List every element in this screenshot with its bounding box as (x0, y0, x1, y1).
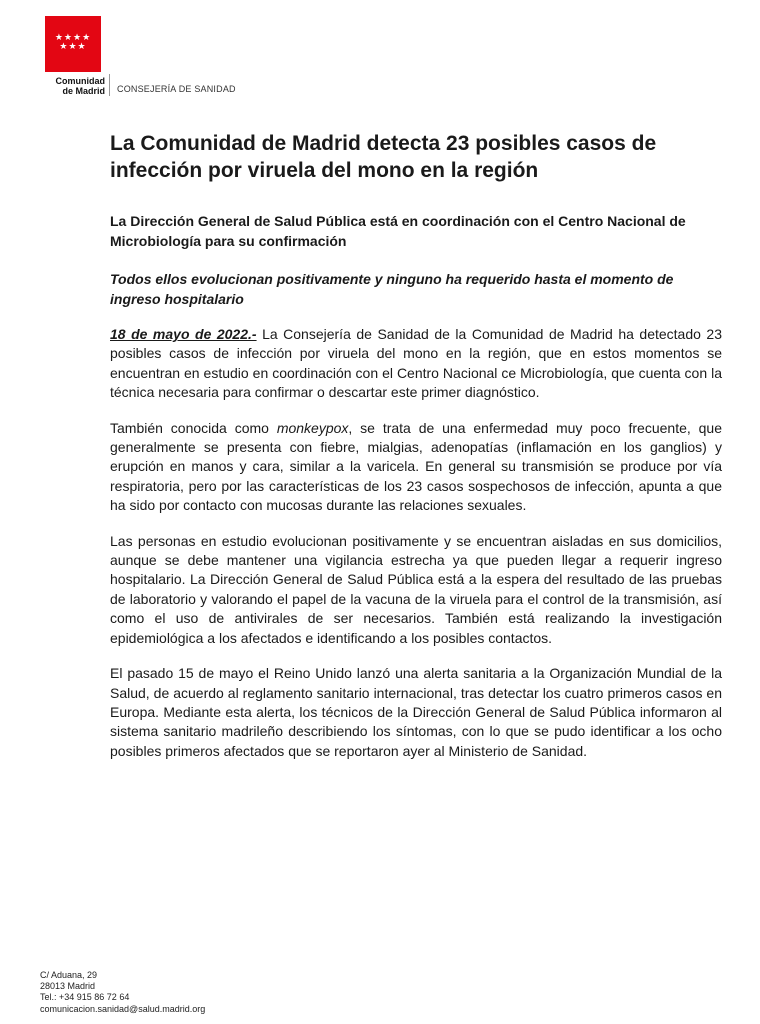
paragraph-1 (110, 325, 722, 403)
logo-wordmark-line-2: de Madrid (62, 86, 105, 96)
footer-city: 28013 Madrid (40, 981, 96, 992)
paragraph-2 (110, 419, 722, 516)
footer-address: C/ Aduana, 29 (40, 970, 98, 980)
subheadline-secondary: Todos ellos evolucionan positivamente y ninguno ha requerido hasta el momento de ingreso hospitalario (110, 271, 674, 307)
paragraph-4: El pasado 15 de mayo el Reino Unido lanzó una alerta sanitaria a la Organización Mundial de la Salud, de acuerdo al reglamento sanitario internacional, tras detectar los cuatro primeros casos en Europa. Mediante esta alerta, los técnicos de la Dirección General de Salud Pública informaron al sistema sanitario madrileño describiendo los síntomas, con lo que se pudo identificar a los ocho posibles primeros afectados que se reportaron ayer al Ministerio de Sanidad. (110, 665, 722, 759)
paragraph-2-text: , se trata de una enfermedad muy poco frecuente, que generalmente se presenta con fiebre, mialgias, adenopatías (inflamación en los ganglios) y erupción en manos y cara, similar a la varicela. En general su transmisión se produce por vía respiratoria, pero por las características de los 23 casos sospechosos de infección, apunta a que ha sido por contacto con mucosas durante las relaciones sexuales. (110, 419, 722, 514)
subheadline: La Dirección General de Salud Pública está en coordinación con el Centro Nacional de Microbiología para su confirmación (110, 213, 686, 249)
logo-wordmark (43, 76, 105, 96)
paragraph-1-text: La Consejería de Sanidad de la Comunidad de Madrid ha detectado 23 posibles casos de infección por viruela del mono en la región, que en estos momentos se encuentran en estudio en coordinación con el Centro Nacional ce Microbiología, que cuenta con la técnica necesaria para confirmar o descartar este primer diagnóstico. (110, 326, 722, 401)
paragraph-2-lead: También conocida como (110, 419, 277, 436)
header-divider (109, 74, 110, 96)
logo-stars (45, 33, 101, 51)
footer-phone: Tel.: +34 915 86 72 64 (40, 992, 130, 1003)
headline: La Comunidad de Madrid detecta 23 posibles casos de infección por viruela del mono en la región (110, 132, 657, 182)
logo-stars-row-1: ★★★★ (54, 32, 92, 42)
press-release-body (110, 130, 722, 761)
logo-stars-row-2: ★★★ (59, 41, 87, 51)
dateline: 18 de mayo de 2022.- (110, 326, 257, 342)
contact-footer (40, 970, 205, 1015)
comunidad-de-madrid-logo (45, 16, 101, 72)
monkeypox-term: monkeypox (276, 419, 349, 436)
department-name: CONSEJERÍA DE SANIDAD (117, 84, 236, 94)
footer-email: comunicacion.sanidad@salud.madrid.org (40, 1003, 206, 1014)
document-header (40, 16, 720, 100)
paragraph-3: Las personas en estudio evolucionan positivamente y se encuentran aisladas en sus domicilios, aunque se debe mantener una vigilancia estrecha ya que pueden llegar a requerir ingreso hospitalario. La Dirección General de Salud Pública está a la espera del resultado de las pruebas de laboratorio y valorando el papel de la vacuna de la viruela para el control de la transmisión, así como el uso de antivirales de ser necesarios. También está realizando la investigación epidemiológica a los afectados e identificando a los posibles contactos. (110, 532, 722, 646)
logo-wordmark-line-1: Comunidad (55, 76, 105, 86)
